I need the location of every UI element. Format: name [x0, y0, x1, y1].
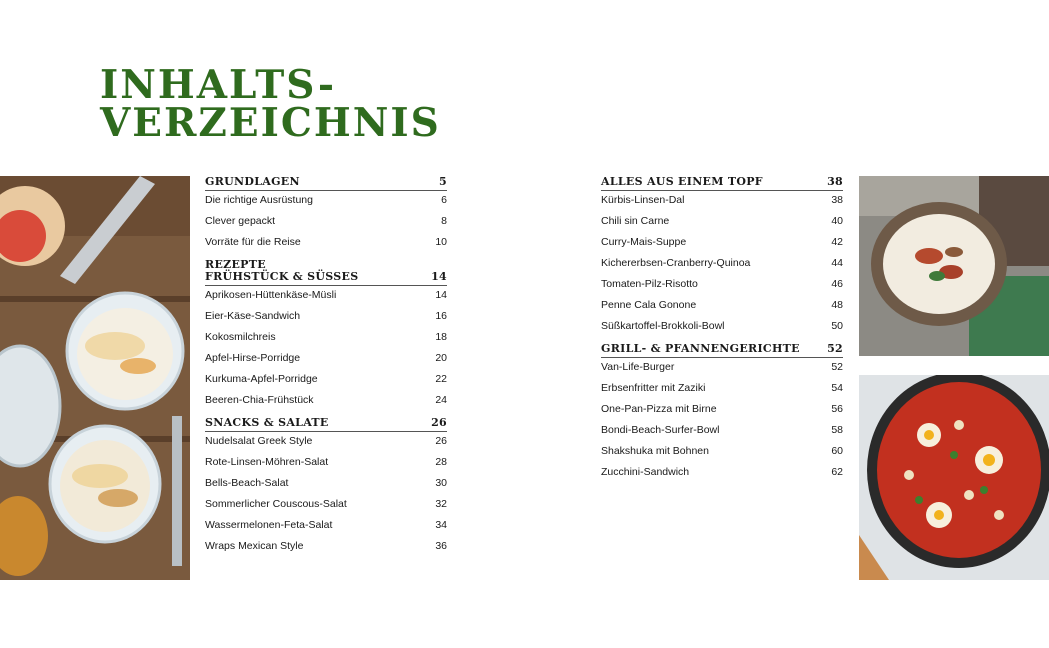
entry-page: 54: [831, 382, 843, 394]
section-heading: [205, 259, 447, 286]
toc-section-topf: [601, 176, 843, 338]
entry-label: Chili sin Carne: [601, 215, 670, 227]
entry-page: 20: [435, 352, 447, 364]
toc-column-left: [205, 176, 447, 563]
entry-label: Shakshuka mit Bohnen: [601, 445, 709, 457]
entry-label: Süßkartoffel-Brokkoli-Bowl: [601, 320, 725, 332]
toc-entry: [601, 442, 843, 463]
photo-muesli-jars: [0, 176, 190, 580]
toc-section-snacks: [205, 417, 447, 558]
entry-label: Zucchini-Sandwich: [601, 466, 690, 478]
entry-label: Wassermelonen-Feta-Salat: [205, 519, 333, 531]
entry-page: 22: [435, 373, 447, 385]
entry-page: 56: [831, 403, 843, 415]
section-heading: [601, 343, 843, 358]
toc-entry: [601, 463, 843, 484]
entry-page: 34: [435, 519, 447, 531]
toc-entry: [205, 286, 447, 307]
toc-entry: [205, 391, 447, 412]
entry-label: Nudelsalat Greek Style: [205, 435, 313, 447]
section-title: SNACKS & SALATE: [205, 416, 329, 429]
entry-page: 28: [435, 456, 447, 468]
entry-page: 6: [441, 194, 447, 206]
entry-page: 44: [831, 257, 843, 269]
title-line-2: VERZEICHNIS: [100, 100, 441, 146]
toc-entry: [601, 233, 843, 254]
entry-page: 10: [435, 236, 447, 248]
entry-label: Curry-Mais-Suppe: [601, 236, 687, 248]
entry-page: 36: [435, 540, 447, 552]
entry-page: 60: [831, 445, 843, 457]
section-heading: [205, 176, 447, 191]
toc-entry: [601, 275, 843, 296]
entry-label: Die richtige Ausrüstung: [205, 194, 313, 206]
entry-label: Rote-Linsen-Möhren-Salat: [205, 456, 329, 468]
entry-page: 40: [831, 215, 843, 227]
toc-section-fruehstueck: [205, 259, 447, 412]
toc-entry: [601, 254, 843, 275]
entry-label: Penne Cala Gonone: [601, 299, 697, 311]
entry-label: Beeren-Chia-Frühstück: [205, 394, 314, 406]
entry-page: 48: [831, 299, 843, 311]
entry-label: Eier-Käse-Sandwich: [205, 310, 301, 322]
toc-entry: [601, 421, 843, 442]
entry-page: 14: [435, 289, 447, 301]
toc-entry: [205, 474, 447, 495]
entry-label: Tomaten-Pilz-Risotto: [601, 278, 698, 290]
entry-page: 62: [831, 466, 843, 478]
section-title: GRILL- & PFANNENGERICHTE: [601, 342, 800, 355]
section-heading: [601, 176, 843, 191]
entry-label: Erbsenfritter mit Zaziki: [601, 382, 706, 394]
section-page: 52: [827, 342, 843, 355]
toc-entry: [205, 328, 447, 349]
title-line-1: INHALTS-: [100, 62, 337, 108]
entry-label: Vorräte für die Reise: [205, 236, 301, 248]
entry-page: 16: [435, 310, 447, 322]
entry-label: Sommerlicher Couscous-Salat: [205, 498, 347, 510]
toc-entry: [205, 191, 447, 212]
entry-page: 42: [831, 236, 843, 248]
toc-section-grundlagen: [205, 176, 447, 254]
entry-label: Wraps Mexican Style: [205, 540, 304, 552]
section-title: ALLES AUS EINEM TOPF: [601, 175, 763, 188]
entry-label: Bells-Beach-Salat: [205, 477, 289, 489]
toc-entry: [601, 212, 843, 233]
section-page: 38: [827, 175, 843, 188]
toc-entry: [205, 212, 447, 233]
entry-page: 24: [435, 394, 447, 406]
section-page: 5: [439, 175, 447, 188]
entry-label: Apfel-Hirse-Porridge: [205, 352, 301, 364]
entry-page: 46: [831, 278, 843, 290]
toc-entry: [205, 516, 447, 537]
toc-entry: [205, 370, 447, 391]
toc-entry: [205, 432, 447, 453]
entry-page: 32: [435, 498, 447, 510]
section-title: REZEPTE FRÜHSTÜCK & SÜSSES: [205, 258, 359, 283]
entry-page: 52: [831, 361, 843, 373]
entry-page: 50: [831, 320, 843, 332]
photo-shakshuka: [859, 375, 1049, 580]
section-page: 14: [431, 270, 447, 283]
entry-page: 18: [435, 331, 447, 343]
entry-label: Kürbis-Linsen-Dal: [601, 194, 685, 206]
toc-entry: [205, 349, 447, 370]
page-title: [100, 62, 441, 146]
toc-entry: [601, 191, 843, 212]
toc-entry: [601, 358, 843, 379]
toc-section-grill: [601, 343, 843, 484]
toc-entry: [205, 495, 447, 516]
toc-entry: [601, 296, 843, 317]
entry-page: 38: [831, 194, 843, 206]
section-title: GRUNDLAGEN: [205, 175, 300, 188]
entry-label: Van-Life-Burger: [601, 361, 675, 373]
toc-entry: [205, 233, 447, 254]
toc-entry: [205, 307, 447, 328]
photo-risotto: [859, 176, 1049, 356]
entry-label: Kichererbsen-Cranberry-Quinoa: [601, 257, 751, 269]
entry-label: One-Pan-Pizza mit Birne: [601, 403, 717, 415]
entry-label: Clever gepackt: [205, 215, 276, 227]
toc-entry: [205, 453, 447, 474]
entry-label: Aprikosen-Hüttenkäse-Müsli: [205, 289, 337, 301]
toc-entry: [601, 379, 843, 400]
entry-page: 58: [831, 424, 843, 436]
entry-page: 30: [435, 477, 447, 489]
toc-column-right: [601, 176, 843, 489]
entry-label: Kurkuma-Apfel-Porridge: [205, 373, 318, 385]
section-page: 26: [431, 416, 447, 429]
entry-page: 26: [435, 435, 447, 447]
toc-entry: [601, 317, 843, 338]
entry-page: 8: [441, 215, 447, 227]
toc-entry: [601, 400, 843, 421]
toc-entry: [205, 537, 447, 558]
entry-label: Bondi-Beach-Surfer-Bowl: [601, 424, 720, 436]
entry-label: Kokosmilchreis: [205, 331, 276, 343]
section-heading: [205, 417, 447, 432]
